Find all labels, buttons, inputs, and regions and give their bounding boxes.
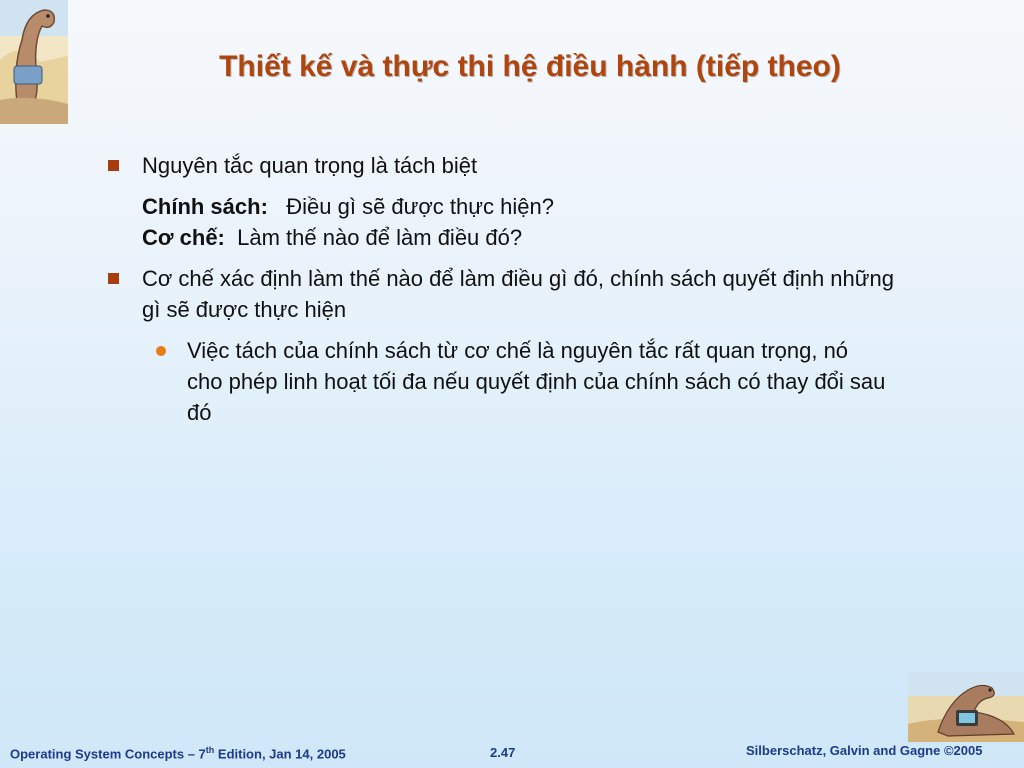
sub-bullet-text: Việc tách của chính sách từ cơ chế là nguyên tắc rất quan trọng, nó cho phép linh hoạt tối đa nếu quyết định của chính sách có thay đổi sau đó [187,338,886,425]
dinosaur-logo-icon [0,0,68,124]
round-bullet-icon [156,346,166,356]
square-bullet-icon [108,160,119,171]
sub-bullet [105,335,887,428]
square-bullet-icon [108,273,119,284]
definition-policy [105,191,905,222]
footer-left-suffix: Edition, Jan 14, 2005 [214,746,346,762]
definition-term: Cơ chế: [142,225,225,250]
definition-term: Chính sách: [142,194,268,219]
slide-title: Thiết kế và thực thi hệ điều hành (tiếp theo) [219,50,841,83]
page-number: 2.47 [490,745,516,760]
bullet-2 [105,263,905,325]
slide-content [105,150,905,428]
bullet-2-text: Cơ chế xác định làm thế nào để làm điều gì đó, chính sách quyết định những gì sẽ được thực hiện [142,266,894,322]
footer-left [10,745,346,761]
definition-desc: Làm thế nào để làm điều đó? [237,225,523,250]
footer-left-prefix: Operating System Concepts – 7 [10,746,206,762]
footer-right: Silberschatz, Galvin and Gagne ©2005 [746,743,983,758]
definition-mechanism [105,222,905,253]
footer-left-sup: th [205,745,215,755]
bullet-1 [105,150,905,181]
definition-desc: Điều gì sẽ được thực hiện? [286,194,554,219]
bullet-1-text: Nguyên tắc quan trọng là tách biệt [142,153,478,178]
dinosaur-laptop-icon [908,672,1024,742]
